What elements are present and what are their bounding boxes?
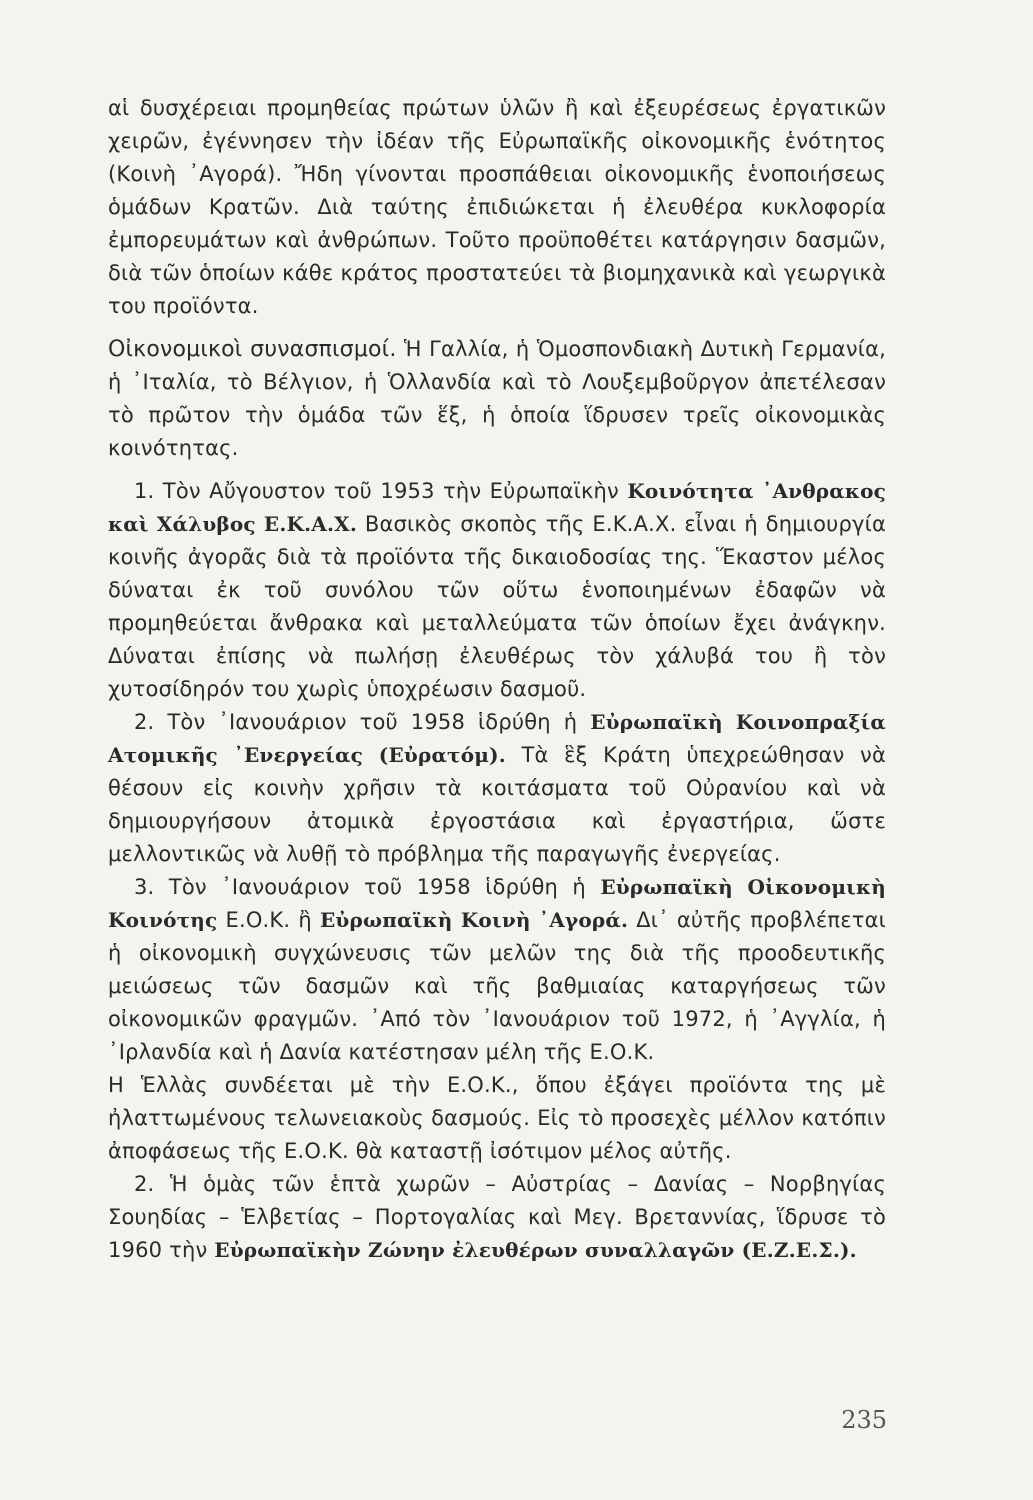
paragraph-eec [108,871,886,1069]
paragraph-text: 2. Τὸν ᾿Ιανουάριον τοῦ 1958 ἱδρύθη ἡ [134,710,591,734]
bold-term: Εὐρωπαϊκὴ Κοινοπραξία Ατομικῆς ᾿Ενεργείας (Εὐρατόμ). [108,710,886,767]
paragraph-text: 1. Τὸν Αὔγουστον τοῦ 1953 τὴν Εὐρωπαϊκὴν [134,479,628,503]
bold-term: Εὐρωπαϊκὴ Κοινὴ ᾿Αγορά. [319,908,629,932]
paragraph-intro: αἱ δυσχέρειαι προμηθείας πρώτων ὑλῶν ἢ καὶ ἐξευρέσεως ἐργατικῶν χειρῶν, ἐγέννησεν τὴν ἰδέαν τῆς Εὐρωπαϊκῆς οἰκονομικῆς ἑνότητος (Κοινὴ ᾿Αγορά). Ἤδη γίνονται προσπάθειαι οἰκονομικῆς ἑνοποιήσεως ὁμάδων Κρατῶν. Διὰ ταύτης ἐπιδιώκεται ἡ ἐλευθέρα κυκλοφορία ἐμπορευμάτων καὶ ἀνθρώπων. Τοῦτο προϋποθέτει κατάργησιν δασμῶν, διὰ τῶν ὁποίων κάθε κράτος προστατεύει τὰ βιομηχανικὰ καὶ γεωργικὰ του προϊόντα. [108,96,886,318]
page-body [108,92,886,1267]
paragraph-euratom [108,706,886,871]
paragraph-economic-blocs [108,333,886,465]
paragraph-efta [108,1168,886,1267]
paragraph-text: Δι᾿ αὐτῆς προβλέπεται ἡ οἰκονομικὴ συγχώνευσις τῶν μελῶν της διὰ τῆς προοδευτικῆς μειώσεως τῶν δασμῶν καὶ τῆς βαθμιαίας καταργήσεως τῶν οἰκονομικῶν φραγμῶν. ᾿Από τὸν ᾿Ιανουάριον τοῦ 1972, ἡ ᾿Αγγλία, ἡ ᾿Ιρλανδία καὶ ἡ Δανία κατέστησαν μέλη τῆς Ε.Ο.Κ. [108,908,886,1064]
paragraph-text: Ε.Ο.Κ. ἢ [217,908,320,932]
bold-term: Κοινότητα ᾿Ανθρακος καὶ Χάλυβος Ε.Κ.Α.Χ. [108,479,886,536]
paragraph-text: 3. Τὸν ᾿Ιανουάριον τοῦ 1958 ἱδρύθη ἡ [134,875,601,899]
paragraph-ecsc [108,475,886,706]
page-number: 235 [841,1406,887,1434]
bold-term: Εὐρωπαϊκὴν Ζώνην ἐλευθέρων συναλλαγῶν (Ε.Ζ.Ε.Σ.). [214,1238,857,1262]
section-heading: Οἰκονομικοὶ συνασπισμοί. [108,337,397,362]
paragraph-text: Ἡ Γαλλία, ἡ Ὁμοσπονδιακὴ Δυτικὴ Γερμανία, ἡ ᾿Ιταλία, τὸ Βέλγιον, ἡ Ὁλλανδία καὶ τὸ Λουξεμβοῦργον ἀπετέλεσαν τὸ πρῶτον τὴν ὁμάδα τῶν ἕξ, ἡ ὁποία ἵδρυσεν τρεῖς οἰκονομικὰς κοινότητας. [108,337,886,460]
paragraph-text: Βασικὸς σκοπὸς τῆς Ε.Κ.Α.Χ. εἶναι ἡ δημιουργία κοινῆς ἀγορᾶς διὰ τὰ προϊόντα τῆς δικαιοδοσίας της. Ἕκαστον μέλος δύναται ἐκ τοῦ συνόλου τῶν οὕτω ἑνοποιημένων ἐδαφῶν νὰ προμηθεύεται ἄνθρακα καὶ μεταλλεύματα τῶν ὁποίων ἔχει ἀνάγκην. Δύναται ἐπίσης νὰ πωλήσῃ ἐλευθέρως τὸν χάλυβά του ἢ τὸν χυτοσίδηρόν του χωρὶς ὑποχρέωσιν δασμοῦ. [108,512,886,701]
paragraph-text: 2. Ἡ ὁμὰς τῶν ἑπτὰ χωρῶν – Αὐστρίας – Δανίας – Νορβηγίας Σουηδίας – Ἑλβετίας – Πορτογαλίας καὶ Μεγ. Βρεταννίας, ἵδρυσε τὸ 1960 τὴν [108,1172,886,1262]
bold-term: Εὐρωπαϊκὴ Οἰκονομικὴ Κοινότης [108,875,886,932]
paragraph-greece: Η Ἑλλὰς συνδέεται μὲ τὴν Ε.Ο.Κ., ὅπου ἐξάγει προϊόντα της μὲ ἠλαττωμένους τελωνειακοὺς δασμούς. Εἰς τὸ προσεχὲς μέλλον κατόπιν ἀποφάσεως τῆς Ε.Ο.Κ. θὰ καταστῇ ἰσότιμον μέλος αὐτῆς. [108,1073,886,1163]
paragraph-text: Τὰ ἓξ Κράτη ὑπεχρεώθησαν νὰ θέσουν εἰς κοινὴν χρῆσιν τὰ κοιτάσματα τοῦ Οὐρανίου καὶ νὰ δημιουργήσουν ἀτομικὰ ἐργοστάσια καὶ ἐργαστήρια, ὥστε μελλοντικῶς νὰ λυθῇ τὸ πρόβλημα τῆς παραγωγῆς ἐνεργείας. [108,743,886,866]
